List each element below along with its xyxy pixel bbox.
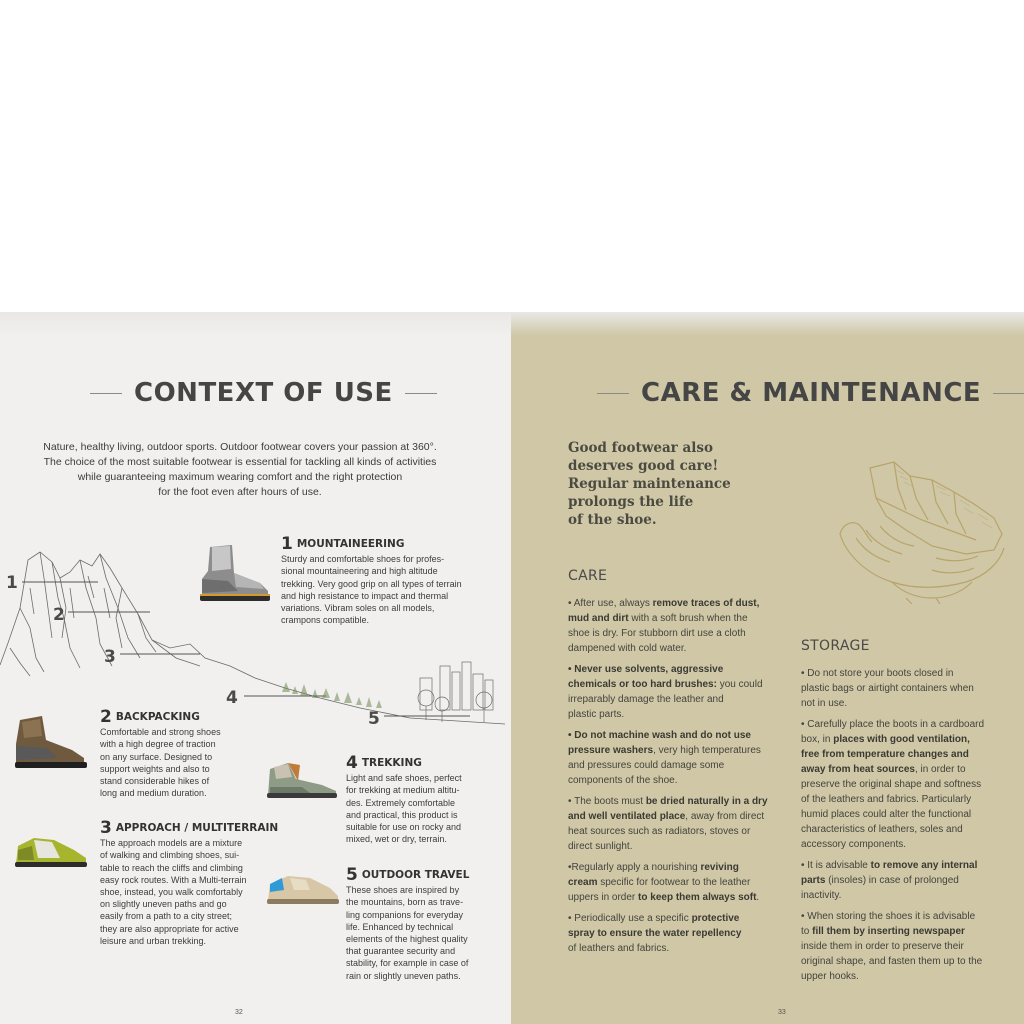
bold-text: chemicals or too hard brushes: — [568, 679, 717, 690]
usage-item-mountaineering — [281, 534, 462, 626]
paragraph-line — [801, 792, 1016, 807]
paragraph-line — [801, 873, 1016, 888]
item-line: rain or slightly uneven paths. — [346, 970, 461, 981]
item-line: that guarantee security and — [346, 946, 456, 957]
text-run: not in use. — [801, 698, 848, 709]
tagline — [568, 439, 731, 529]
text-run: , very high temperatures — [653, 745, 761, 756]
item-line: on any surface. Designed to — [100, 751, 213, 762]
text-run: • The boots must — [568, 796, 646, 807]
bold-text: remove traces of dust, — [652, 598, 760, 609]
item-line: These shoes are inspired by — [346, 885, 460, 896]
paragraph-line — [801, 777, 1016, 792]
paragraph-line — [568, 611, 788, 626]
text-run: upper hooks. — [801, 971, 859, 982]
text-run: characteristics of leathers, soles and — [801, 824, 963, 835]
tagline-line: of the shoe. — [568, 512, 657, 528]
paragraph-line — [568, 941, 788, 956]
text-run: dampened with cold water. — [568, 643, 687, 654]
paragraph-line — [568, 860, 788, 875]
item-line: they are also appropriate for active — [100, 923, 239, 934]
right-page-heading — [597, 378, 1024, 408]
item-line: Comfortable and strong shoes — [100, 727, 221, 738]
paragraph-line — [801, 747, 1016, 762]
item-line: easily from a path to a city street; — [100, 911, 233, 922]
page-top-edge — [0, 312, 1024, 336]
hands-holding-shoe-illustration — [836, 458, 1006, 604]
shoe-backpacking-icon — [14, 714, 88, 772]
paragraph-line — [568, 692, 788, 707]
bold-text: places with good ventilation, — [833, 734, 970, 745]
paragraph-line — [801, 909, 1016, 924]
item-line: variations. Vibram soles on all models, — [281, 603, 435, 614]
item-line: and practical, this product is — [346, 809, 458, 820]
paragraph-line — [568, 890, 788, 905]
text-run: direct sunlight. — [568, 841, 633, 852]
paragraph-line — [801, 717, 1016, 732]
item-line: Sturdy and comfortable shoes for profes- — [281, 554, 445, 565]
item-title-text: APPROACH / MULTITERRAIN — [115, 822, 279, 834]
bullet-paragraph — [568, 794, 788, 854]
usage-item-trekking — [346, 753, 462, 845]
text-run: , in order to — [914, 764, 966, 775]
shoe-mountaineering-icon — [198, 543, 272, 605]
bullet-paragraph — [568, 860, 788, 905]
paragraph-line — [568, 875, 788, 890]
item-title — [346, 753, 462, 773]
usage-item-backpacking — [100, 707, 221, 799]
diagram-marker-2: 2 — [53, 605, 65, 625]
item-line: the mountains, born as trave- — [346, 897, 464, 908]
text-run: of leathers and fabrics. — [568, 943, 670, 954]
text-run: and pressures could damage some — [568, 760, 725, 771]
item-title — [346, 865, 470, 885]
text-run: • When storing the shoes it is advisable — [801, 911, 976, 922]
left-page-heading — [90, 378, 437, 408]
heading-rule-right — [993, 393, 1024, 394]
bold-text: reviving — [700, 862, 739, 873]
paragraph-line — [568, 839, 788, 854]
item-line: for trekking at medium altitu- — [346, 785, 460, 796]
usage-item-outdoor-travel — [346, 865, 470, 982]
paragraph-line — [801, 969, 1016, 984]
text-run: components of the shoe. — [568, 775, 678, 786]
paragraph-line — [801, 939, 1016, 954]
item-line: trekking. Very good grip on all types of terrain — [281, 578, 462, 589]
item-line: life. Enhanced by technical — [346, 921, 454, 932]
paragraph-line — [568, 824, 788, 839]
text-run: plastic bags or airtight containers when — [801, 683, 974, 694]
paragraph-line — [568, 626, 788, 641]
item-line: support weights and also to — [100, 763, 210, 774]
text-run: shoe is dry. For stubborn dirt use a cloth — [568, 628, 746, 639]
paragraph-line — [801, 822, 1016, 837]
paragraph-line — [801, 666, 1016, 681]
right-page — [511, 312, 1024, 1024]
paragraph-line — [568, 707, 788, 722]
bold-text: pressure washers — [568, 745, 654, 756]
text-run: •Regularly apply a nourishing — [568, 862, 701, 873]
item-number: 4 — [346, 753, 358, 773]
bullet-paragraph — [568, 662, 788, 722]
text-run: (insoles) in case of prolonged — [825, 875, 959, 886]
city-skyline-illustration — [418, 662, 493, 722]
text-run: with a soft brush when the — [628, 613, 748, 624]
item-line: suitable for use on rocky and — [346, 822, 462, 833]
paragraph-line — [568, 662, 788, 677]
tagline-line: prolongs the life — [568, 494, 694, 510]
paragraph-line — [801, 681, 1016, 696]
text-run: • Periodically use a specific — [568, 913, 692, 924]
item-line: long and medium duration. — [100, 788, 207, 799]
diagram-marker-4: 4 — [226, 688, 238, 708]
text-run: inside them in order to preserve their — [801, 941, 964, 952]
text-run: . — [756, 892, 760, 903]
tagline-line: Good footwear also — [568, 440, 713, 456]
shoe-approach-icon — [14, 832, 88, 872]
item-title-text: BACKPACKING — [115, 711, 200, 723]
item-line: of walking and climbing shoes, sui- — [100, 850, 240, 861]
bold-text: fill them by inserting newspaper — [812, 926, 965, 937]
bold-text: be dried naturally in a dry — [645, 796, 768, 807]
bold-text: • Never use solvents, aggressive — [568, 664, 724, 675]
item-line: crampons compatible. — [281, 615, 370, 626]
text-run: preserve the original shape and softness — [801, 779, 982, 790]
item-line: ling companions for everyday — [346, 909, 464, 920]
care-section — [568, 596, 788, 962]
heading-rule-left — [597, 393, 629, 394]
item-line: with a high degree of traction — [100, 739, 216, 750]
paragraph-line — [801, 837, 1016, 852]
paragraph-line — [801, 924, 1016, 939]
usage-item-approach — [100, 818, 279, 947]
item-line: leisure and urban trekking. — [100, 935, 207, 946]
text-run: humid places could alter the functional — [801, 809, 972, 820]
paragraph-line — [801, 696, 1016, 711]
paragraph-line — [801, 762, 1016, 777]
heading-rule-right — [405, 393, 437, 394]
bold-text: protective — [691, 913, 740, 924]
intro-paragraph — [30, 440, 450, 500]
paragraph-line — [568, 773, 788, 788]
paragraph-line — [568, 809, 788, 824]
paragraph-line — [568, 677, 788, 692]
bullet-paragraph — [568, 596, 788, 656]
bullet-paragraph — [568, 911, 788, 956]
diagram-marker-5: 5 — [368, 709, 380, 728]
bullet-paragraph — [801, 717, 1016, 852]
item-line: and high resistance to impact and thermal — [281, 590, 449, 601]
heading-rule-left — [90, 393, 122, 394]
item-number: 3 — [100, 818, 112, 838]
text-run: • After use, always — [568, 598, 653, 609]
paragraph-line — [568, 641, 788, 656]
item-line: The approach models are a mixture — [100, 838, 243, 849]
item-line: table to reach the cliffs and climbing — [100, 862, 243, 873]
paragraph-line — [801, 888, 1016, 903]
bullet-paragraph — [801, 666, 1016, 711]
text-run: • Do not store your boots closed in — [801, 668, 954, 679]
text-run: box, in — [801, 734, 834, 745]
item-line: sional mountaineering and high altitude — [281, 566, 438, 577]
item-line: stability, for example in case of — [346, 958, 469, 969]
item-line: mixed, wet or dry, terrain. — [346, 834, 447, 845]
paragraph-line — [801, 732, 1016, 747]
paragraph-line — [568, 728, 788, 743]
bold-text: spray to ensure the water repellency — [568, 928, 742, 939]
bold-text: to remove any internal — [870, 860, 978, 871]
bold-text: away from heat sources — [801, 764, 915, 775]
text-run: of the leathers and fabrics. Particularly — [801, 794, 972, 805]
bold-text: cream — [568, 877, 598, 888]
intro-line: The choice of the most suitable footwear is essential for tackling all kinds of activities — [43, 456, 437, 468]
text-run: to — [801, 926, 813, 937]
text-run: • It is advisable — [801, 860, 871, 871]
text-run: irreparably damage the leather and — [568, 694, 724, 705]
item-title-text: OUTDOOR TRAVEL — [361, 869, 470, 881]
paragraph-line — [801, 807, 1016, 822]
text-run: inactivity. — [801, 890, 842, 901]
storage-section — [801, 666, 1016, 990]
bold-text: free from temperature changes and — [801, 749, 969, 760]
paragraph-line — [568, 758, 788, 773]
text-run: , away from direct — [685, 811, 765, 822]
item-line: on slightly uneven paths and go — [100, 899, 227, 910]
bold-text: parts — [801, 875, 826, 886]
item-title-text: MOUNTAINEERING — [296, 538, 405, 550]
item-number: 1 — [281, 534, 293, 554]
tagline-line: deserves good care! — [568, 458, 719, 474]
bullet-paragraph — [568, 728, 788, 788]
paragraph-line — [568, 596, 788, 611]
text-run: accessory components. — [801, 839, 907, 850]
intro-line: while guaranteeing maximum wearing comfort and the right protection — [77, 471, 403, 483]
intro-line: for the foot even after hours of use. — [158, 486, 322, 498]
text-run: specific for footwear to the leather — [597, 877, 751, 888]
heading-text: CARE & MAINTENANCE — [641, 378, 982, 408]
item-title-text: TREKKING — [361, 757, 422, 769]
paragraph-line — [568, 743, 788, 758]
bullet-paragraph — [801, 858, 1016, 903]
item-line: des. Extremely comfortable — [346, 797, 456, 808]
diagram-marker-3: 3 — [104, 647, 116, 667]
item-line: Light and safe shoes, perfect — [346, 773, 462, 784]
item-line: stand considerable hikes of — [100, 776, 210, 787]
tagline-line: Regular maintenance — [568, 476, 731, 492]
page-number-left: 32 — [235, 1009, 243, 1016]
text-run: uppers in order — [568, 892, 639, 903]
text-run: • Carefully place the boots in a cardboard — [801, 719, 985, 730]
diagram-marker-1: 1 — [6, 573, 18, 593]
storage-heading: STORAGE — [801, 638, 870, 654]
care-heading: CARE — [568, 568, 608, 584]
page-number-right: 33 — [778, 1009, 786, 1016]
text-run: you could — [716, 679, 763, 690]
paragraph-line — [801, 858, 1016, 873]
bold-text: • Do not machine wash and do not use — [568, 730, 751, 741]
book-spread — [0, 312, 1024, 1024]
intro-line: Nature, healthy living, outdoor sports. Outdoor footwear covers your passion at 360°. — [43, 441, 437, 453]
heading-text: CONTEXT OF USE — [134, 378, 393, 408]
paragraph-line — [568, 794, 788, 809]
item-number: 5 — [346, 865, 358, 885]
item-line: shoe, instead, you walk comfortably — [100, 887, 243, 898]
item-title — [100, 707, 221, 727]
bold-text: and well ventilated place — [568, 811, 686, 822]
item-title — [100, 818, 279, 838]
text-run: original shape, and fasten them up to the — [801, 956, 983, 967]
bold-text: to keep them always soft — [638, 892, 757, 903]
item-title — [281, 534, 462, 554]
item-line: easy rock routes. With a Multi-terrain — [100, 874, 247, 885]
text-run: plastic parts. — [568, 709, 625, 720]
text-run: heat sources such as radiators, stoves or — [568, 826, 751, 837]
bullet-paragraph — [801, 909, 1016, 984]
item-number: 2 — [100, 707, 112, 727]
shoe-trekking-icon — [266, 761, 338, 803]
item-line: elements of the highest quality — [346, 934, 468, 945]
bold-text: mud and dirt — [568, 613, 629, 624]
left-page — [0, 312, 511, 1024]
paragraph-line — [801, 954, 1016, 969]
paragraph-line — [568, 926, 788, 941]
paragraph-line — [568, 911, 788, 926]
